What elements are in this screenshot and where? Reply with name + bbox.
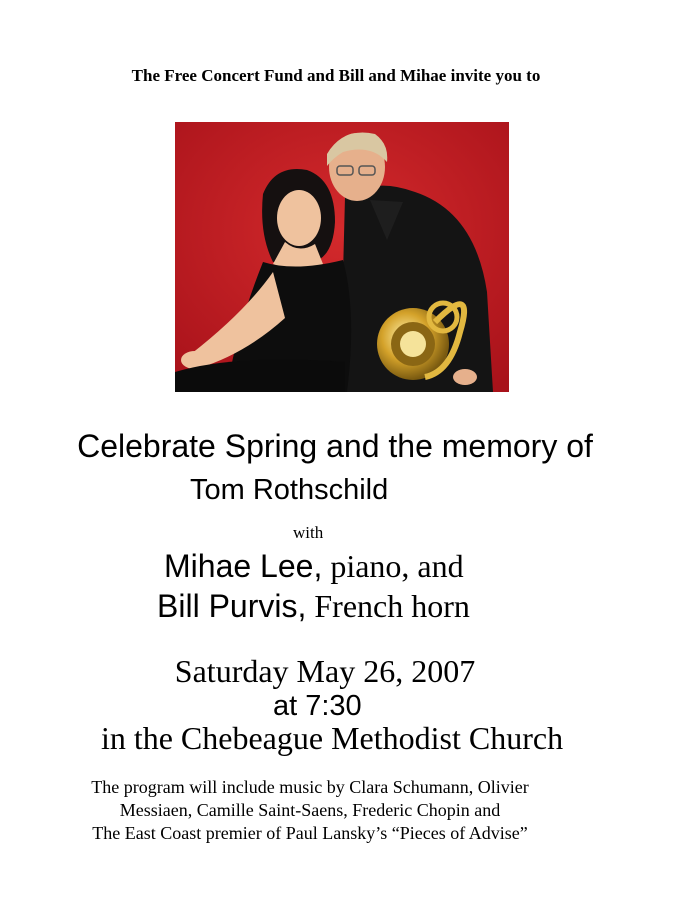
performer-2 [157,588,470,625]
event-date: Saturday May 26, 2007 [174,653,476,689]
performer-1 [164,548,464,585]
performer-1-instrument: piano, and [322,548,464,584]
performers-photo [175,122,509,392]
event-time: at 7:30 [273,690,362,722]
performer-2-name: Bill Purvis, [157,588,307,624]
headline-line-2: Tom Rothschild [190,474,389,506]
performers-photo-illustration [175,122,509,392]
with-text: with [293,523,324,542]
performer-1-name: Mihae Lee, [164,548,323,584]
invitation-line: The Free Concert Fund and Bill and Mihae invite you to [131,66,541,85]
program-line-1: The program will include music by Clara Schumann, Olivier [91,777,529,797]
program-line-3: The East Coast premier of Paul Lansky’s “Pieces of Advise” [92,823,528,843]
event-venue: in the Chebeague Methodist Church [100,720,564,756]
headline-line-1: Celebrate Spring and the memory of [77,428,593,464]
program-line-2: Messiaen, Camille Saint-Saens, Frederic Chopin and [119,800,501,820]
performer-2-instrument: French horn [306,588,470,624]
